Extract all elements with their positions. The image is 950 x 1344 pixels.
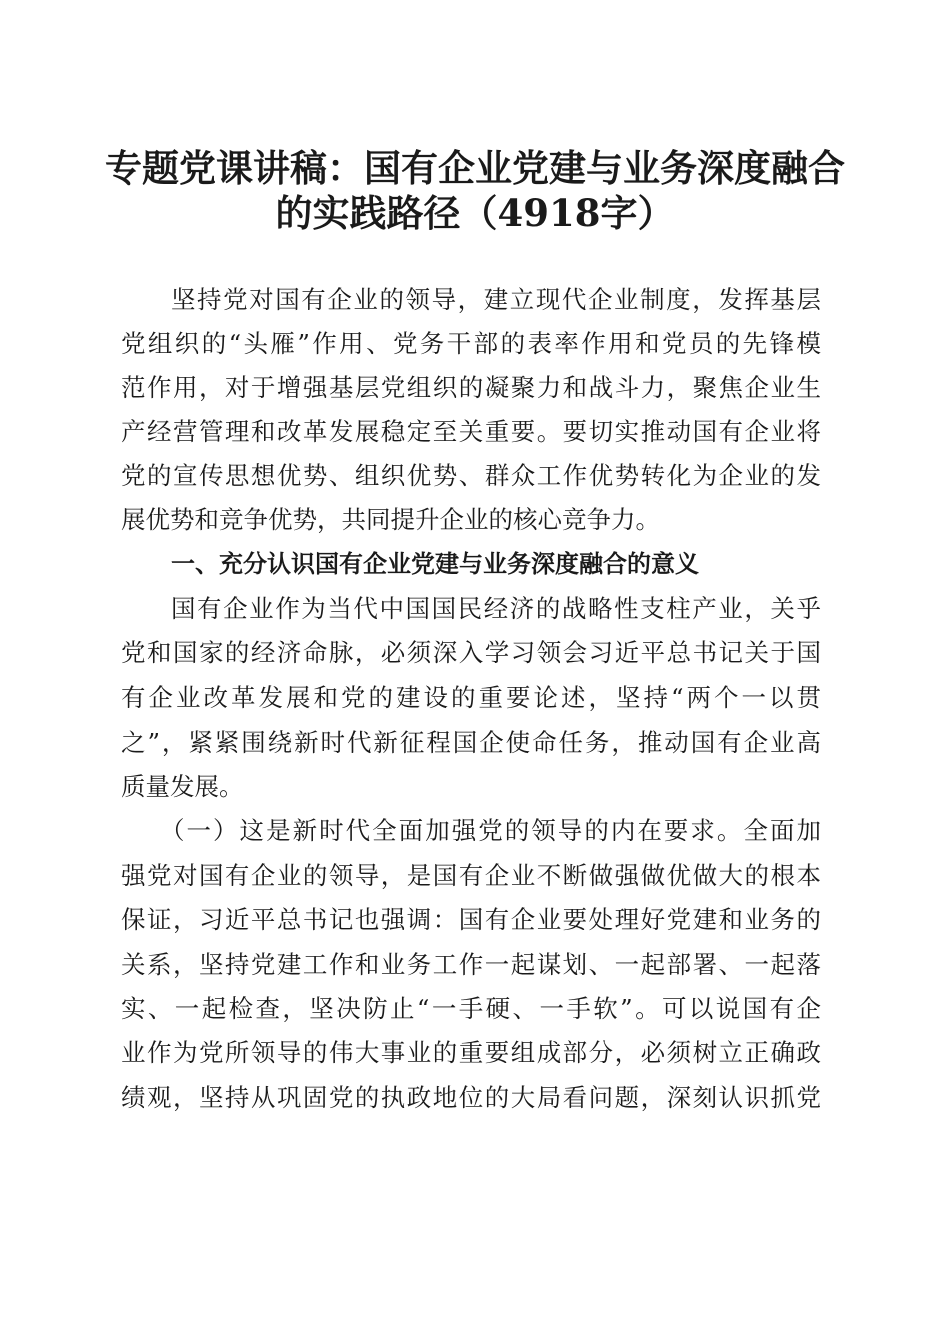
text-line: 党组织的“头雁”作用、党务干部的表率作用和党员的先锋模: [121, 329, 821, 358]
document-title-line-2: 的实践路径（4918字）: [275, 191, 675, 235]
text-line: 实、一起检查，坚决防止“一手硬、一手软”。可以说国有企: [121, 994, 821, 1023]
text-line: 强党对国有企业的领导，是国有企业不断做强做优做大的根本: [121, 861, 821, 890]
text-line: 展优势和竞争优势，共同提升企业的核心竞争力。: [121, 505, 660, 534]
text-line: 有企业改革发展和党的建设的重要论述，坚持“两个一以贯: [121, 683, 821, 712]
text-line: 业作为党所领导的伟大事业的重要组成部分，必须树立正确政: [121, 1038, 821, 1067]
document-title-line-1: 专题党课讲稿：国有企业党建与业务深度融合: [105, 146, 845, 190]
text-line: 质量发展。: [121, 772, 244, 801]
text-line: 产经营管理和改革发展稳定至关重要。要切实推动国有企业将: [121, 417, 821, 446]
text-line: 党的宣传思想优势、组织优势、群众工作优势转化为企业的发: [121, 461, 821, 490]
section-heading: 一、充分认识国有企业党建与业务深度融合的意义: [171, 550, 699, 578]
text-line: 国有企业作为当代中国国民经济的战略性支柱产业，关乎: [171, 594, 821, 623]
text-line: 保证，习近平总书记也强调：国有企业要处理好党建和业务的: [121, 905, 821, 934]
text-line: 范作用，对于增强基层党组织的凝聚力和战斗力，聚焦企业生: [121, 373, 821, 402]
text-line: 绩观，坚持从巩固党的执政地位的大局看问题，深刻认识抓党: [121, 1083, 821, 1112]
text-line: 关系，坚持党建工作和业务工作一起谋划、一起部署、一起落: [121, 950, 821, 979]
text-line: （一）这是新时代全面加强党的领导的内在要求。全面加: [160, 818, 821, 845]
text-line: 党和国家的经济命脉，必须深入学习领会习近平总书记关于国: [121, 638, 821, 667]
text-line: 之”，紧紧围绕新时代新征程国企使命任务，推动国有企业高: [121, 728, 821, 757]
text-line: 坚持党对国有企业的领导，建立现代企业制度，发挥基层: [171, 285, 821, 314]
